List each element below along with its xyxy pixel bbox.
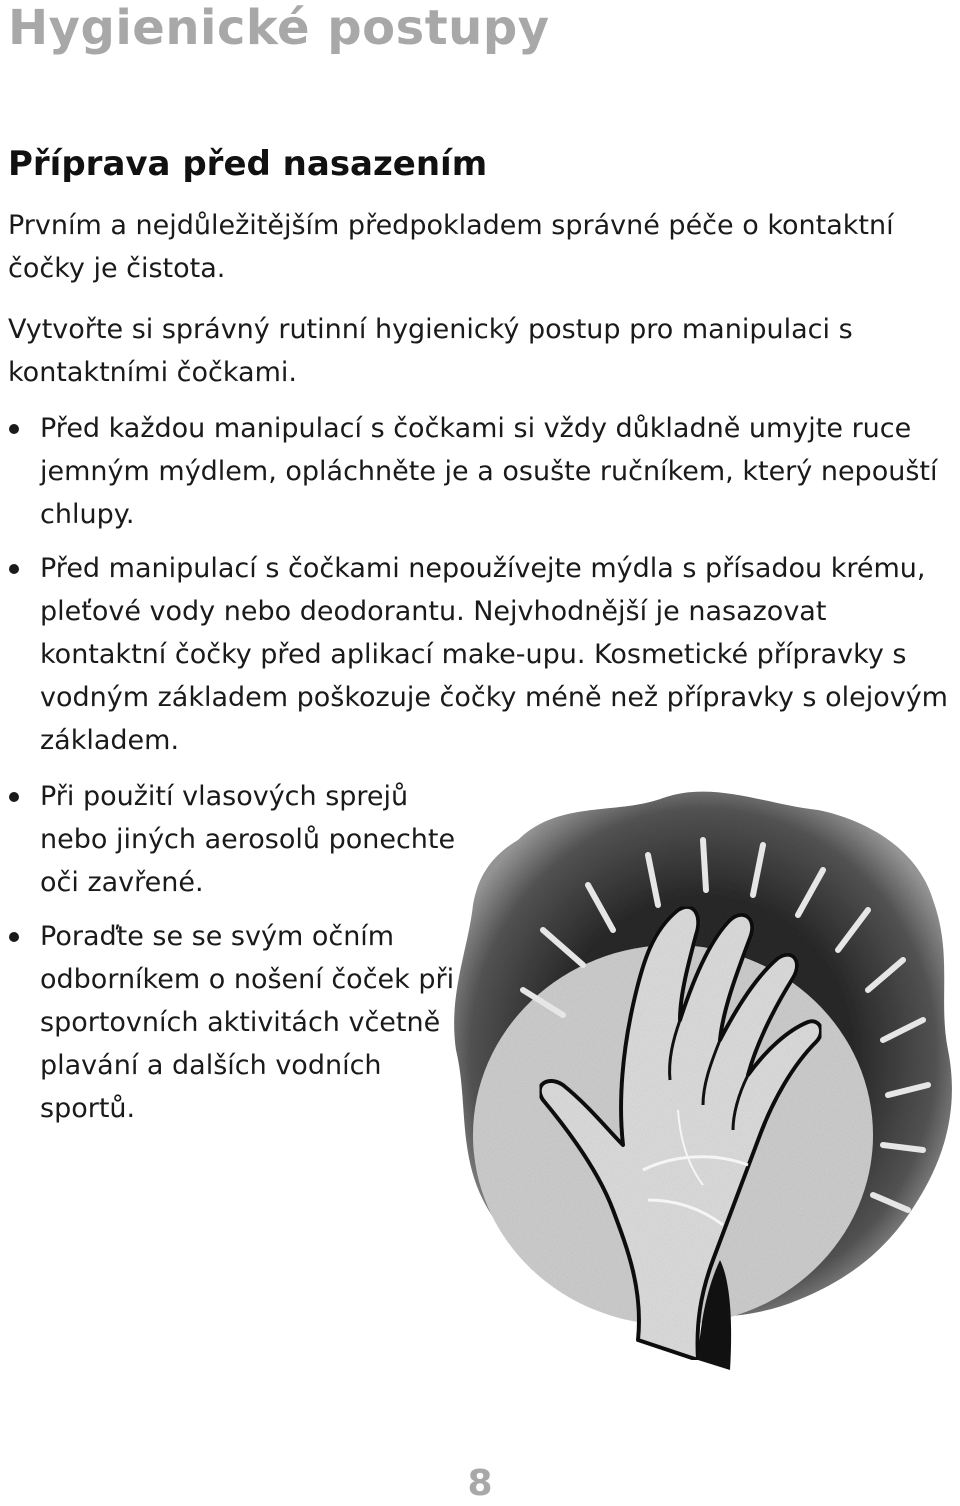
page-title: Hygienické postupy (8, 0, 550, 56)
raised-hand-illustration (448, 780, 960, 1430)
routine-paragraph: Vytvořte si správný rutinní hygienický postup pro manipulaci s kontaktními čočkami. (8, 314, 853, 388)
page-number: 8 (467, 1463, 493, 1504)
bullet-item-soaps-makeup: Před manipulací s čočkami nepoužívejte mýdla s přísadou krému, pleťové vody nebo deodorantu. Nejvhodnější je nasazovat kontaktní čočky před aplikací make-upu. Kosmetické přípravky s vodným základem poškozuje čočky méně než přípravky s olejovým základem. (40, 547, 955, 762)
bullet-item-sports: Poraďte se se svým očním odborníkem o nošení čoček při sportovních aktivitách včetně plavání a dalších vodních sportů. (40, 915, 480, 1130)
bullet-item-wash-hands: Před každou manipulací s čočkami si vždy důkladně umyjte ruce jemným mýdlem, opláchněte je a osušte ručníkem, který nepouští chlupy. (40, 407, 955, 536)
intro-paragraph: Prvním a nejdůležitějším předpokladem správné péče o kontaktní čočky je čistota. (8, 210, 894, 284)
section-heading: Příprava před nasazením (8, 144, 488, 184)
bullet-item-aerosols: Při použití vlasových sprejů nebo jiných aerosolů ponechte oči zavřené. (40, 775, 480, 904)
